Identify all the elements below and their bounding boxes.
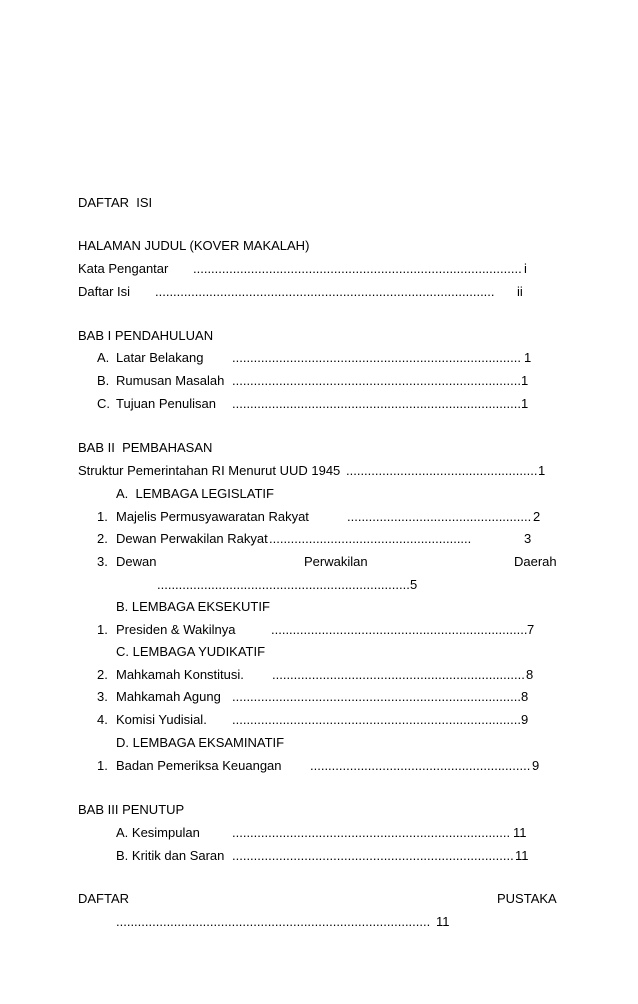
toc-label: Presiden & Wakilnya [116,622,236,637]
toc-label: Kata Pengantar [78,261,169,276]
toc-page-number: 3 [524,531,532,546]
cover-entry: HALAMAN JUDUL (KOVER MAKALAH) [78,238,310,253]
bab2-heading: BAB II PEMBAHASAN [78,440,213,455]
toc-page-number: ii [517,284,523,299]
toc-leader: .............................................................................. [232,848,514,863]
toc-page-number: 5 [410,577,418,592]
toc-marker: 1. [97,509,108,524]
toc-page-number: 9 [521,712,529,727]
toc-label: Tujuan Penulisan [116,396,216,411]
toc-leader: ................................................................................ [232,689,521,704]
toc-label: Daftar Isi [78,284,131,299]
toc-label: Dewan Perwakilan Rakyat [116,531,268,546]
bab3-heading: BAB III PENUTUP [78,802,185,817]
toc-leader: ................................................... [347,509,532,524]
eksekutif-heading: B. LEMBAGA EKSEKUTIF [116,599,270,614]
toc-label-word: PUSTAKA [497,891,557,906]
toc-leader: ................................................................................ [232,396,521,411]
toc-leader: ...................................................................... [272,667,525,682]
toc-label-word: Perwakilan [304,554,368,569]
toc-label: Komisi Yudisial. [116,712,207,727]
toc-label: Latar Belakang [116,350,204,365]
toc-leader: ................................................................................ [232,712,521,727]
toc-marker: 2. [97,531,108,546]
toc-label: B. Kritik dan Saran [116,848,225,863]
toc-label: Struktur Pemerintahan RI Menurut UUD 1945 [78,463,341,478]
toc-leader: ............................................................. [310,758,531,773]
toc-marker: 1. [97,758,108,773]
toc-leader: ............................................................................. [232,825,511,840]
toc-leader: ........................................................ [269,531,472,546]
toc-page-number: 9 [532,758,540,773]
toc-page-number: 1 [521,396,529,411]
yudikatif-heading: C. LEMBAGA YUDIKATIF [116,644,266,659]
toc-label: Badan Pemeriksa Keuangan [116,758,282,773]
toc-label-word: Dewan [116,554,157,569]
toc-leader: ..................................................... [346,463,538,478]
toc-leader: ................................................................................ [232,373,521,388]
toc-marker: 3. [97,689,108,704]
toc-page-number: 1 [538,463,546,478]
toc-page-number: 2 [533,509,541,524]
toc-page-number: 11 [436,914,450,929]
legislatif-heading: A. LEMBAGA LEGISLATIF [116,486,274,501]
toc-label-word: Daerah [514,554,557,569]
page-title: DAFTAR ISI [78,195,153,210]
toc-label: Mahkamah Konstitusi. [116,667,244,682]
toc-marker: 4. [97,712,108,727]
toc-label-word: DAFTAR [78,891,130,906]
toc-label: A. Kesimpulan [116,825,200,840]
toc-leader: ....................................................................... [271,622,528,637]
toc-page-number: 11 [515,848,529,863]
toc-leader: ...................................................................... [157,577,410,592]
toc-marker: C. [97,396,110,411]
toc-label: Mahkamah Agung [116,689,221,704]
toc-marker: 1. [97,622,108,637]
toc-leader: .............................................................................................. [155,284,495,299]
toc-leader: ....................................................................................... [116,914,431,929]
toc-marker: B. [97,373,110,388]
toc-page-number: 7 [527,622,535,637]
toc-label: Majelis Permusyawaratan Rakyat [116,509,309,524]
toc-marker: 2. [97,667,108,682]
toc-label: Rumusan Masalah [116,373,225,388]
toc-page-number: i [524,261,527,276]
toc-leader: ................................................................................ [232,350,521,365]
bab1-heading: BAB I PENDAHULUAN [78,328,214,343]
toc-marker: A. [97,350,110,365]
eksaminatif-heading: D. LEMBAGA EKSAMINATIF [116,735,285,750]
toc-page-number: 8 [521,689,529,704]
toc-page-number: 1 [524,350,532,365]
toc-page-number: 11 [513,825,527,840]
toc-marker: 3. [97,554,108,569]
toc-page-number: 8 [526,667,534,682]
toc-page-number: 1 [521,373,529,388]
toc-leader: ........................................................................................... [193,261,522,276]
